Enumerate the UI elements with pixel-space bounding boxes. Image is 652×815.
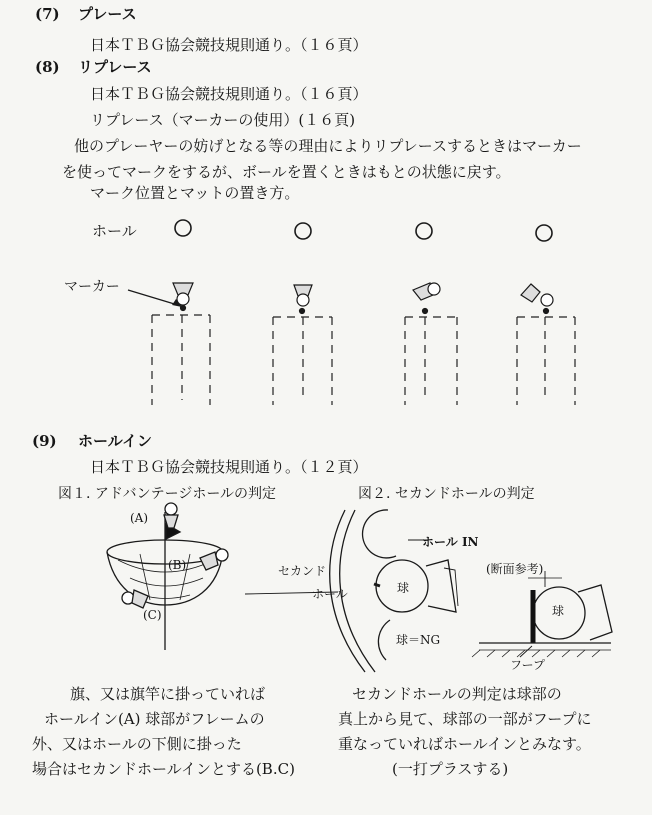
figure-2-caption-line-4: (一打プラスする) — [392, 760, 509, 778]
hole-2 — [295, 223, 311, 239]
hole-4 — [536, 225, 552, 241]
mat-2 — [273, 317, 332, 405]
mat-1 — [152, 315, 210, 405]
section-8-marker-rule: リプレース（マーカーの使用）(１６頁) — [90, 111, 356, 129]
ball-3 — [413, 283, 440, 314]
marker-label: マーカー — [64, 279, 120, 295]
figure-1-label-c: (C) — [143, 608, 162, 622]
figure-1-diagram — [107, 503, 228, 650]
figure-1-caption-line-3: 外、又はホールの下側に掛った — [32, 735, 242, 753]
ball-1 — [173, 283, 193, 311]
figure-2-hole-in-label: ホール IN — [422, 535, 479, 549]
section-8-title: リプレース — [78, 58, 152, 76]
ball-2 — [294, 285, 312, 314]
figure-2-second-label-1: セカンド — [278, 564, 327, 578]
hole-3 — [416, 223, 432, 239]
section-7-number: (7) — [35, 5, 60, 23]
section-9-rule: 日本ＴＢＧ協会競技規則通り。（１２頁） — [90, 458, 368, 476]
figure-2-ball-label: 球 — [397, 581, 410, 595]
figure-2-diagram — [245, 510, 612, 672]
figure-1-caption-line-1: 旗、又は旗竿に掛っていれば — [70, 685, 266, 703]
figure-1-caption-line-2: ホールイン(A) 球部がフレームの — [44, 710, 265, 728]
mat-4 — [517, 317, 575, 405]
figure-2-cross-section-label: (断面参考) — [486, 562, 544, 576]
section-7-rule: 日本ＴＢＧ協会競技規則通り。（１６頁） — [90, 36, 368, 54]
hole-1 — [175, 220, 191, 236]
section-7-title: プレース — [78, 5, 137, 23]
figure-2-title: 図２. セカンドホールの判定 — [358, 486, 535, 502]
ball-4 — [521, 284, 553, 314]
section-9-number: (9) — [32, 432, 57, 450]
figure-2-caption-line-2: 真上から見て、球部の一部がフープに — [338, 710, 592, 728]
figure-2-second-label-2: ホール — [312, 587, 348, 601]
section-8-diagram-heading: マーク位置とマットの置き方。 — [90, 184, 300, 202]
figure-1-label-b: (B) — [168, 558, 187, 572]
figure-1-caption-line-4: 場合はセカンドホールインとする(B.C) — [32, 760, 295, 778]
mat-3 — [405, 317, 457, 405]
figure-1-label-a: (A) — [130, 511, 149, 525]
figure-2-ng-label: 球＝NG — [396, 633, 441, 647]
figure-2-caption-line-1: セカンドホールの判定は球部の — [352, 685, 562, 703]
section-8-paragraph-line-1: 他のプレーヤーの妨げとなる等の理由によりリプレースするときはマーカー — [74, 137, 582, 155]
hole-label: ホール — [92, 222, 137, 240]
figure-1-title: 図１. アドバンテージホールの判定 — [58, 486, 277, 502]
section-8-rule: 日本ＴＢＧ協会競技規則通り。（１６頁） — [90, 85, 368, 103]
figure-2-cross-ball-label: 球 — [552, 604, 565, 618]
section-8-paragraph-line-2: を使ってマークをするが、ボールを置くときはもとの状態に戻す。 — [62, 163, 511, 181]
figure-2-hoop-label: フープ — [510, 658, 546, 672]
figure-2-caption-line-3: 重なっていればホールインとみなす。 — [338, 735, 591, 753]
section-9-title: ホールイン — [78, 432, 152, 450]
section-8-number: (8) — [35, 58, 60, 76]
